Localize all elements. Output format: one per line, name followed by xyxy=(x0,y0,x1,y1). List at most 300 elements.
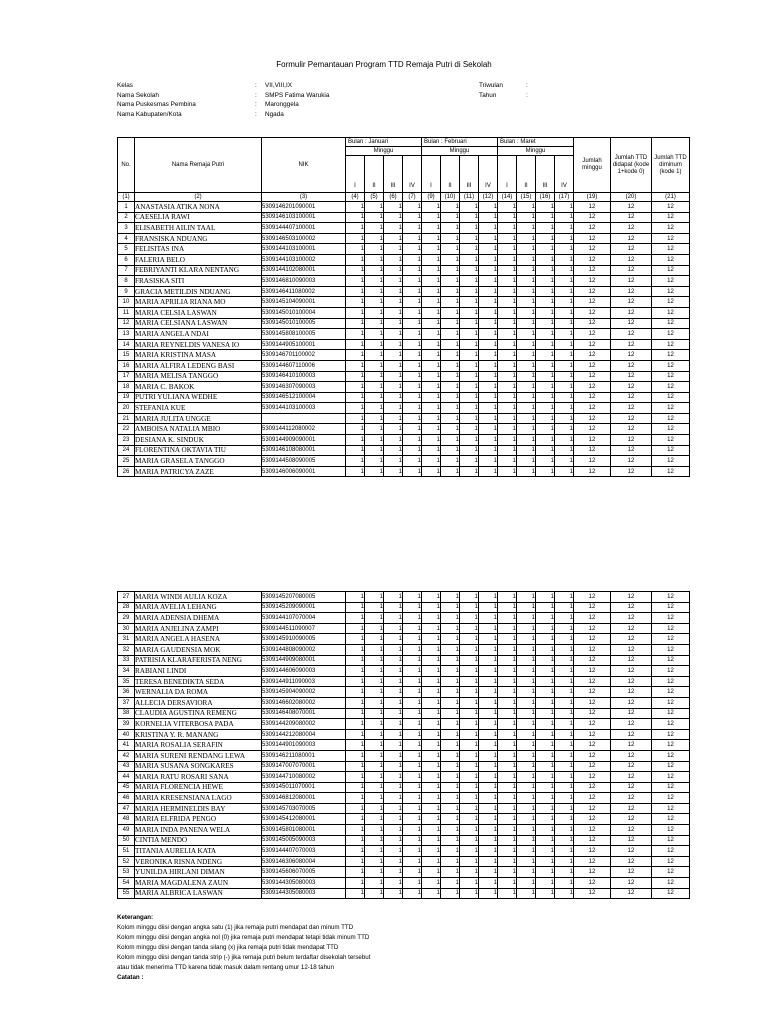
week-value: 1 xyxy=(422,634,441,645)
week-value: 1 xyxy=(403,655,422,666)
student-name: KORNELIA VITERBOSA PADA xyxy=(135,719,262,730)
week-value: 1 xyxy=(479,424,498,435)
week-value: 1 xyxy=(441,602,460,613)
week-value: 1 xyxy=(479,666,498,677)
info-value: SMPS Fatima Warukia xyxy=(265,91,330,99)
week-value: 1 xyxy=(346,719,365,730)
week-value: 1 xyxy=(498,329,517,340)
jumlah-diminum-value: 12 xyxy=(652,371,690,382)
week-value: 1 xyxy=(536,793,555,804)
week-value: 1 xyxy=(365,286,384,297)
week-value: 1 xyxy=(479,740,498,751)
week-value: 1 xyxy=(384,623,403,634)
week-value: 1 xyxy=(498,371,517,382)
week-value: 1 xyxy=(517,719,536,730)
week-value: 1 xyxy=(498,360,517,371)
week-value: 1 xyxy=(346,666,365,677)
week-value: 1 xyxy=(384,265,403,276)
week-value: 1 xyxy=(555,803,574,814)
week-value: 1 xyxy=(479,697,498,708)
week-value: 1 xyxy=(384,371,403,382)
jumlah-didapat-value: 12 xyxy=(611,286,652,297)
week-value: 1 xyxy=(365,814,384,825)
week-value: 1 xyxy=(384,307,403,318)
week-value: 1 xyxy=(498,697,517,708)
jumlah-diminum-value: 12 xyxy=(652,708,690,719)
column-number: (16) xyxy=(536,193,555,202)
info-label: Nama Puskesmas Pembina xyxy=(117,101,196,108)
jumlah-minggu-value: 12 xyxy=(574,708,611,719)
jumlah-diminum-value: 12 xyxy=(652,666,690,677)
week-value: 1 xyxy=(517,360,536,371)
week-value: 1 xyxy=(441,708,460,719)
week-value: 1 xyxy=(555,719,574,730)
week-value: 1 xyxy=(479,835,498,846)
week-value: 1 xyxy=(403,666,422,677)
week-value: 1 xyxy=(460,867,479,878)
week-value: 1 xyxy=(517,708,536,719)
week-value: 1 xyxy=(479,233,498,244)
jumlah-diminum-value: 12 xyxy=(652,403,690,414)
note-line: Kolom minggu diisi dengan angka satu (1) jika remaja putri mendapat dan minum TTD xyxy=(117,924,354,931)
week-value: 1 xyxy=(403,223,422,234)
jumlah-didapat-value: 12 xyxy=(611,435,652,446)
week-value: 1 xyxy=(479,350,498,361)
week-value: 1 xyxy=(441,761,460,772)
week-value: 1 xyxy=(536,803,555,814)
week-value: 1 xyxy=(498,602,517,613)
week-value: 1 xyxy=(555,613,574,624)
week-value: 1 xyxy=(498,666,517,677)
student-nik: 5309146411080002 xyxy=(262,286,346,297)
week-value: 1 xyxy=(536,466,555,477)
student-name: FLORENTINA OKTAVIA TIU xyxy=(135,445,262,456)
week-value: 1 xyxy=(517,846,536,857)
week-value: 1 xyxy=(403,350,422,361)
week-value: 1 xyxy=(479,602,498,613)
header-jumlah-diminum: Jumlah TTD diminum (kode 1) xyxy=(652,138,690,193)
week-value: 1 xyxy=(422,212,441,223)
info-label: Kelas xyxy=(117,82,133,89)
week-value: 1 xyxy=(403,456,422,467)
week-value: 1 xyxy=(536,297,555,308)
week-value: 1 xyxy=(441,371,460,382)
monitoring-table-page1 xyxy=(117,137,690,477)
week-value: 1 xyxy=(460,623,479,634)
week-value: 1 xyxy=(536,286,555,297)
week-value: 1 xyxy=(460,254,479,265)
jumlah-minggu-value: 12 xyxy=(574,772,611,783)
week-value: 1 xyxy=(517,803,536,814)
week-value: 1 xyxy=(536,825,555,836)
header-nik: NIK xyxy=(262,138,346,193)
week-value: 1 xyxy=(365,403,384,414)
week-value: 1 xyxy=(403,202,422,213)
week-value: 1 xyxy=(479,413,498,424)
jumlah-diminum-value: 12 xyxy=(652,740,690,751)
table-row xyxy=(118,750,690,761)
week-value: 1 xyxy=(460,878,479,889)
week-value: 1 xyxy=(460,392,479,403)
table-row xyxy=(118,466,690,477)
week-value: 1 xyxy=(536,867,555,878)
week-value: 1 xyxy=(460,888,479,899)
jumlah-didapat-value: 12 xyxy=(611,392,652,403)
jumlah-diminum-value: 12 xyxy=(652,719,690,730)
week-value: 1 xyxy=(403,644,422,655)
week-value: 1 xyxy=(346,265,365,276)
table-row xyxy=(118,318,690,329)
week-value: 1 xyxy=(460,223,479,234)
week-value: 1 xyxy=(346,233,365,244)
jumlah-didapat-value: 12 xyxy=(611,466,652,477)
student-nik: 5309146306080004 xyxy=(262,856,346,867)
week-value: 1 xyxy=(555,371,574,382)
week-value: 1 xyxy=(555,856,574,867)
student-nik: 5309145412080001 xyxy=(262,814,346,825)
student-name: DESIANA K. SINDUK xyxy=(135,435,262,446)
jumlah-minggu-value: 12 xyxy=(574,793,611,804)
week-value: 1 xyxy=(422,793,441,804)
week-value: 1 xyxy=(441,445,460,456)
week-value: 1 xyxy=(441,435,460,446)
week-value: 1 xyxy=(498,825,517,836)
week-value: 1 xyxy=(384,634,403,645)
week-value: 1 xyxy=(365,846,384,857)
week-value: 1 xyxy=(460,793,479,804)
week-value: 1 xyxy=(365,697,384,708)
student-name: KRISTINA Y. R. MANANG xyxy=(135,729,262,740)
row-number: 31 xyxy=(118,634,135,645)
week-value: 1 xyxy=(517,424,536,435)
week-value: 1 xyxy=(536,697,555,708)
week-value: 1 xyxy=(422,424,441,435)
jumlah-didapat-value: 12 xyxy=(611,687,652,698)
jumlah-minggu-value: 12 xyxy=(574,867,611,878)
week-value: 1 xyxy=(403,265,422,276)
week-value: 1 xyxy=(555,644,574,655)
row-number: 11 xyxy=(118,307,135,318)
jumlah-didapat-value: 12 xyxy=(611,814,652,825)
week-value: 1 xyxy=(365,782,384,793)
student-name: TERESA BENEDIKTA SEDA xyxy=(135,676,262,687)
week-value: 1 xyxy=(384,644,403,655)
week-value: 1 xyxy=(460,339,479,350)
row-number: 39 xyxy=(118,719,135,730)
week-value: 1 xyxy=(365,307,384,318)
week-value: 1 xyxy=(517,644,536,655)
week-value: 1 xyxy=(346,371,365,382)
week-value: 1 xyxy=(498,223,517,234)
info-value: VII,VIII,IX xyxy=(265,82,292,89)
jumlah-didapat-value: 12 xyxy=(611,265,652,276)
table-row xyxy=(118,276,690,287)
week-value: 1 xyxy=(536,708,555,719)
week-value: 1 xyxy=(555,655,574,666)
row-number: 23 xyxy=(118,435,135,446)
jumlah-minggu-value: 12 xyxy=(574,466,611,477)
jumlah-minggu-value: 12 xyxy=(574,803,611,814)
week-value: 1 xyxy=(555,793,574,804)
student-nik: 5309146503100002 xyxy=(262,233,346,244)
jumlah-diminum-value: 12 xyxy=(652,856,690,867)
week-value: 1 xyxy=(346,825,365,836)
student-nik: 5309145703070005 xyxy=(262,803,346,814)
week-value: 1 xyxy=(384,339,403,350)
jumlah-minggu-value: 12 xyxy=(574,602,611,613)
jumlah-didapat-value: 12 xyxy=(611,276,652,287)
table-row xyxy=(118,212,690,223)
student-nik: 5309144407100001 xyxy=(262,223,346,234)
week-value: 1 xyxy=(555,307,574,318)
week-value: 1 xyxy=(479,729,498,740)
student-nik: 5309144103100001 xyxy=(262,244,346,255)
column-number: (11) xyxy=(460,193,479,202)
table-row xyxy=(118,329,690,340)
row-number: 30 xyxy=(118,623,135,634)
jumlah-didapat-value: 12 xyxy=(611,382,652,393)
student-name: MARIA GRASELA TANGGO xyxy=(135,456,262,467)
monitoring-table-page2 xyxy=(117,591,690,899)
table-row xyxy=(118,350,690,361)
week-value: 1 xyxy=(498,592,517,603)
row-number: 7 xyxy=(118,265,135,276)
week-value: 1 xyxy=(346,413,365,424)
week-value: 1 xyxy=(498,729,517,740)
jumlah-minggu-value: 12 xyxy=(574,265,611,276)
week-value: 1 xyxy=(441,729,460,740)
week-value: 1 xyxy=(441,856,460,867)
header-week: III xyxy=(536,156,555,193)
week-value: 1 xyxy=(346,435,365,446)
week-value: 1 xyxy=(479,814,498,825)
week-value: 1 xyxy=(460,782,479,793)
week-value: 1 xyxy=(384,456,403,467)
week-value: 1 xyxy=(460,435,479,446)
jumlah-didapat-value: 12 xyxy=(611,761,652,772)
jumlah-didapat-value: 12 xyxy=(611,623,652,634)
week-value: 1 xyxy=(346,445,365,456)
week-value: 1 xyxy=(384,867,403,878)
week-value: 1 xyxy=(536,655,555,666)
week-value: 1 xyxy=(498,708,517,719)
week-value: 1 xyxy=(441,613,460,624)
jumlah-didapat-value: 12 xyxy=(611,634,652,645)
week-value: 1 xyxy=(441,382,460,393)
header-month-mar: Bulan : Maret xyxy=(498,138,574,147)
week-value: 1 xyxy=(555,318,574,329)
table-row xyxy=(118,856,690,867)
week-value: 1 xyxy=(536,244,555,255)
week-value: 1 xyxy=(365,602,384,613)
week-value: 1 xyxy=(384,835,403,846)
week-value: 1 xyxy=(365,413,384,424)
week-value: 1 xyxy=(403,276,422,287)
row-number: 49 xyxy=(118,825,135,836)
week-value: 1 xyxy=(365,254,384,265)
table-row xyxy=(118,697,690,708)
jumlah-minggu-value: 12 xyxy=(574,307,611,318)
week-value: 1 xyxy=(365,825,384,836)
column-number: (5) xyxy=(365,193,384,202)
header-week: II xyxy=(517,156,536,193)
week-value: 1 xyxy=(422,835,441,846)
student-name: MARIA PATRICYA ZAZE xyxy=(135,466,262,477)
week-value: 1 xyxy=(517,888,536,899)
week-value: 1 xyxy=(479,825,498,836)
week-value: 1 xyxy=(403,339,422,350)
week-value: 1 xyxy=(441,339,460,350)
week-value: 1 xyxy=(346,244,365,255)
header-no: No. xyxy=(118,138,135,193)
row-number: 14 xyxy=(118,339,135,350)
jumlah-minggu-value: 12 xyxy=(574,371,611,382)
week-value: 1 xyxy=(441,782,460,793)
week-value: 1 xyxy=(517,623,536,634)
week-value: 1 xyxy=(536,456,555,467)
week-value: 1 xyxy=(517,307,536,318)
table-row xyxy=(118,687,690,698)
week-value: 1 xyxy=(555,708,574,719)
week-value: 1 xyxy=(346,697,365,708)
info-row-puskesmas: Nama Puskesmas Pembina : Maronggela xyxy=(117,101,299,108)
table-row xyxy=(118,254,690,265)
student-nik: 5309144909090001 xyxy=(262,435,346,446)
student-nik: 5309145910090005 xyxy=(262,634,346,645)
row-number: 13 xyxy=(118,329,135,340)
week-value: 1 xyxy=(346,613,365,624)
week-value: 1 xyxy=(479,276,498,287)
week-value: 1 xyxy=(346,644,365,655)
jumlah-minggu-value: 12 xyxy=(574,750,611,761)
week-value: 1 xyxy=(403,782,422,793)
week-value: 1 xyxy=(555,740,574,751)
week-value: 1 xyxy=(479,403,498,414)
week-value: 1 xyxy=(555,634,574,645)
week-value: 1 xyxy=(498,233,517,244)
student-name: MARIA JULITA UNGGE xyxy=(135,413,262,424)
week-value: 1 xyxy=(498,297,517,308)
week-value: 1 xyxy=(479,846,498,857)
week-value: 1 xyxy=(403,445,422,456)
week-value: 1 xyxy=(498,835,517,846)
jumlah-diminum-value: 12 xyxy=(652,634,690,645)
week-value: 1 xyxy=(346,318,365,329)
week-value: 1 xyxy=(365,888,384,899)
header-week: IV xyxy=(555,156,574,193)
week-value: 1 xyxy=(536,265,555,276)
week-value: 1 xyxy=(498,445,517,456)
row-number: 50 xyxy=(118,835,135,846)
week-value: 1 xyxy=(517,403,536,414)
student-name: FEBRIYANTI KLARA NENTANG xyxy=(135,265,262,276)
week-value: 1 xyxy=(384,655,403,666)
row-number: 40 xyxy=(118,729,135,740)
week-value: 1 xyxy=(498,750,517,761)
week-value: 1 xyxy=(384,244,403,255)
week-value: 1 xyxy=(346,307,365,318)
column-number: (21) xyxy=(652,193,690,202)
row-number: 45 xyxy=(118,782,135,793)
notes-section xyxy=(117,913,370,983)
week-value: 1 xyxy=(422,339,441,350)
student-name: MARIA AVELIA LEHANG xyxy=(135,602,262,613)
student-nik: 5309144911090003 xyxy=(262,676,346,687)
week-value: 1 xyxy=(555,835,574,846)
info-value: Ngada xyxy=(265,110,284,118)
week-value: 1 xyxy=(346,708,365,719)
week-value: 1 xyxy=(384,613,403,624)
jumlah-diminum-value: 12 xyxy=(652,339,690,350)
table-row xyxy=(118,297,690,308)
week-value: 1 xyxy=(403,867,422,878)
table-row xyxy=(118,761,690,772)
jumlah-diminum-value: 12 xyxy=(652,793,690,804)
student-name: MARIA INDA PANENA WELA xyxy=(135,825,262,836)
week-value: 1 xyxy=(498,613,517,624)
week-value: 1 xyxy=(479,687,498,698)
column-number: (17) xyxy=(555,193,574,202)
week-value: 1 xyxy=(403,825,422,836)
note-line: Kolom minggu diisi dengan angka nol (0) jika remaja putri mendapat tetapi tidak minum TTD xyxy=(117,934,370,941)
jumlah-diminum-value: 12 xyxy=(652,456,690,467)
week-value: 1 xyxy=(498,265,517,276)
week-value: 1 xyxy=(460,676,479,687)
week-value: 1 xyxy=(422,750,441,761)
week-value: 1 xyxy=(460,729,479,740)
week-value: 1 xyxy=(517,697,536,708)
week-value: 1 xyxy=(498,276,517,287)
week-value: 1 xyxy=(460,666,479,677)
week-value: 1 xyxy=(555,729,574,740)
week-value: 1 xyxy=(460,644,479,655)
week-value: 1 xyxy=(498,254,517,265)
week-value: 1 xyxy=(365,878,384,889)
week-value: 1 xyxy=(403,435,422,446)
week-value: 1 xyxy=(555,466,574,477)
week-value: 1 xyxy=(555,697,574,708)
week-value: 1 xyxy=(498,867,517,878)
jumlah-minggu-value: 12 xyxy=(574,382,611,393)
week-value: 1 xyxy=(346,350,365,361)
week-value: 1 xyxy=(479,793,498,804)
jumlah-diminum-value: 12 xyxy=(652,466,690,477)
jumlah-diminum-value: 12 xyxy=(652,687,690,698)
table-row xyxy=(118,655,690,666)
week-value: 1 xyxy=(441,772,460,783)
week-value: 1 xyxy=(555,782,574,793)
student-nik: 5309146307090003 xyxy=(262,382,346,393)
week-value: 1 xyxy=(479,360,498,371)
student-name: MARIA WINDI AULIA KOZA xyxy=(135,592,262,603)
week-value: 1 xyxy=(403,254,422,265)
student-name: MARIA FLORENCIA HEWE xyxy=(135,782,262,793)
week-value: 1 xyxy=(441,212,460,223)
week-value: 1 xyxy=(403,708,422,719)
week-value: 1 xyxy=(498,403,517,414)
week-value: 1 xyxy=(555,676,574,687)
week-value: 1 xyxy=(479,856,498,867)
week-value: 1 xyxy=(479,592,498,603)
week-value: 1 xyxy=(498,761,517,772)
week-value: 1 xyxy=(479,265,498,276)
week-value: 1 xyxy=(460,719,479,730)
column-number: (1) xyxy=(118,193,135,202)
jumlah-didapat-value: 12 xyxy=(611,867,652,878)
student-name: FALERIA BELO xyxy=(135,254,262,265)
week-value: 1 xyxy=(460,307,479,318)
week-value: 1 xyxy=(479,878,498,889)
